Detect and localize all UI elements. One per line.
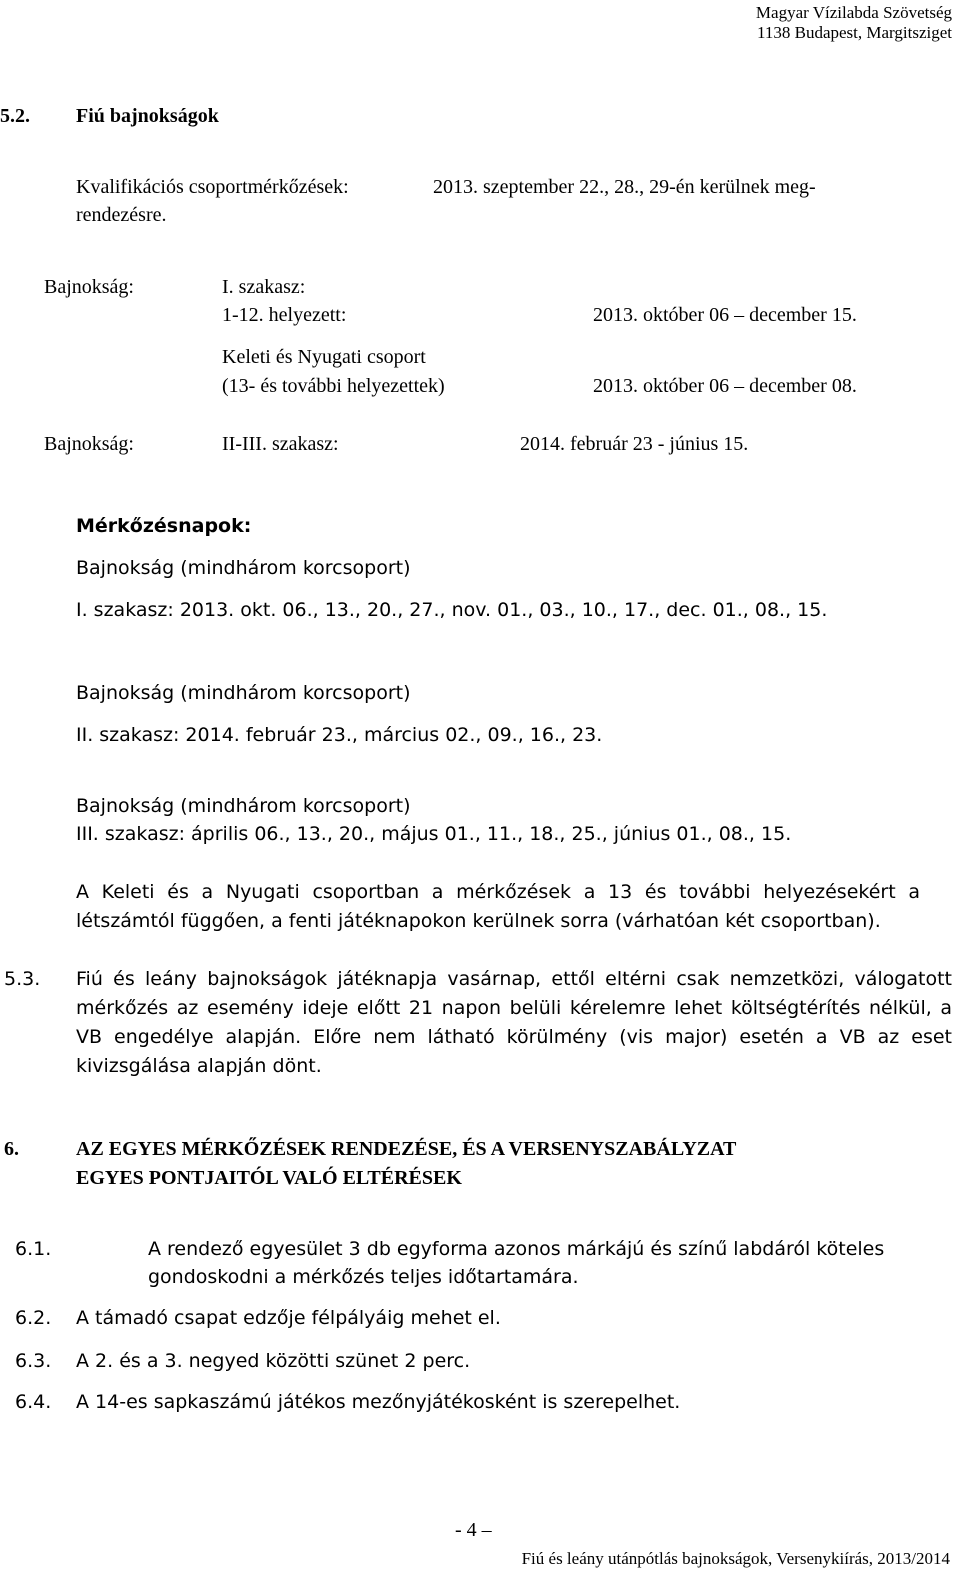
- match-days-title: Mérkőzésnapok:: [76, 515, 252, 537]
- qualifier-text-cont: rendezésre.: [76, 204, 167, 226]
- block2-label: Bajnokság (mindhárom korcsoport): [76, 682, 411, 704]
- top12-dates: 2013. október 06 – december 15.: [593, 304, 857, 326]
- page-number: - 4 –: [455, 1519, 492, 1541]
- note-paragraph: A Keleti és a Nyugati csoportban a mérkőzések a 13 és további helyezésekért a létszámtól függően, a fenti játéknapokon kerülnek sorra (várhatóan két csoportban).: [76, 881, 920, 932]
- section-5-3-paragraph: Fiú és leány bajnokságok játéknapja vasárnap, ettől eltérni csak nemzetközi, válogatott mérkőzés az esemény ideje előtt 21 napon belüli kérelemre lehet költségtérítés nélkül, a VB engedélye alapján. Előre nem látható körülmény (vis major) esetén a VB az eset kivizsgálása alapján dönt.: [76, 968, 952, 1077]
- item-number: 6.1.: [15, 1238, 52, 1260]
- item-text: A 2. és a 3. negyed közötti szünet 2 perc.: [76, 1350, 471, 1372]
- groups-line1: Keleti és Nyugati csoport: [222, 346, 426, 368]
- groups-dates: 2013. október 06 – december 08.: [593, 375, 857, 397]
- footer-title: Fiú és leány utánpótlás bajnokságok, Versenykiírás, 2013/2014: [521, 1549, 950, 1568]
- item-number: 6.2.: [15, 1307, 52, 1329]
- header-address: 1138 Budapest, Margitsziget: [756, 23, 952, 42]
- section-number: 6.: [4, 1138, 19, 1160]
- qualifier-text: 2013. szeptember 22., 28., 29-én kerülnek meg-: [433, 176, 816, 198]
- block1-label: Bajnokság (mindhárom korcsoport): [76, 557, 411, 579]
- groups-line2: (13- és további helyezettek): [222, 375, 445, 397]
- header-org: Magyar Vízilabda Szövetség: [755, 3, 952, 22]
- block3-dates: III. szakasz: április 06., 13., 20., május 01., 11., 18., 25., június 01., 08., 15.: [76, 823, 792, 845]
- champ2-stage: II-III. szakasz:: [222, 433, 339, 455]
- top12-label: 1-12. helyezett:: [222, 304, 347, 326]
- champ1-label: Bajnokság:: [44, 276, 134, 298]
- item-number: 6.4.: [15, 1391, 52, 1413]
- champ1-stage: I. szakasz:: [222, 276, 306, 298]
- qualifier-label: Kvalifikációs csoportmérkőzések:: [76, 176, 349, 198]
- block3-label: Bajnokság (mindhárom korcsoport): [76, 795, 411, 817]
- champ2-label: Bajnokság:: [44, 433, 134, 455]
- section-number: 5.2.: [0, 105, 30, 127]
- item-number: 6.3.: [15, 1350, 52, 1372]
- block2-dates: II. szakasz: 2014. február 23., március 02., 09., 16., 23.: [76, 724, 603, 746]
- champ2-dates: 2014. február 23 - június 15.: [520, 433, 749, 455]
- section-title: Fiú bajnokságok: [76, 105, 219, 127]
- item-text-cont: gondoskodni a mérkőzés teljes időtartamára.: [148, 1266, 579, 1288]
- section-number: 5.3.: [4, 968, 41, 990]
- item-text: A támadó csapat edzője félpályáig mehet el.: [76, 1307, 501, 1329]
- section-title-line1: AZ EGYES MÉRKŐZÉSEK RENDEZÉSE, ÉS A VERSENYSZABÁLYZAT: [76, 1138, 737, 1160]
- section-title-line2: EGYES PONTJAITÓL VALÓ ELTÉRÉSEK: [76, 1167, 462, 1189]
- item-text: A 14-es sapkaszámú játékos mezőnyjátékosként is szerepelhet.: [76, 1391, 681, 1413]
- item-text: A rendező egyesület 3 db egyforma azonos márkájú és színű labdáról köteles: [148, 1238, 885, 1260]
- block1-dates: I. szakasz: 2013. okt. 06., 13., 20., 27., nov. 01., 03., 10., 17., dec. 01., 08., 15.: [76, 599, 828, 621]
